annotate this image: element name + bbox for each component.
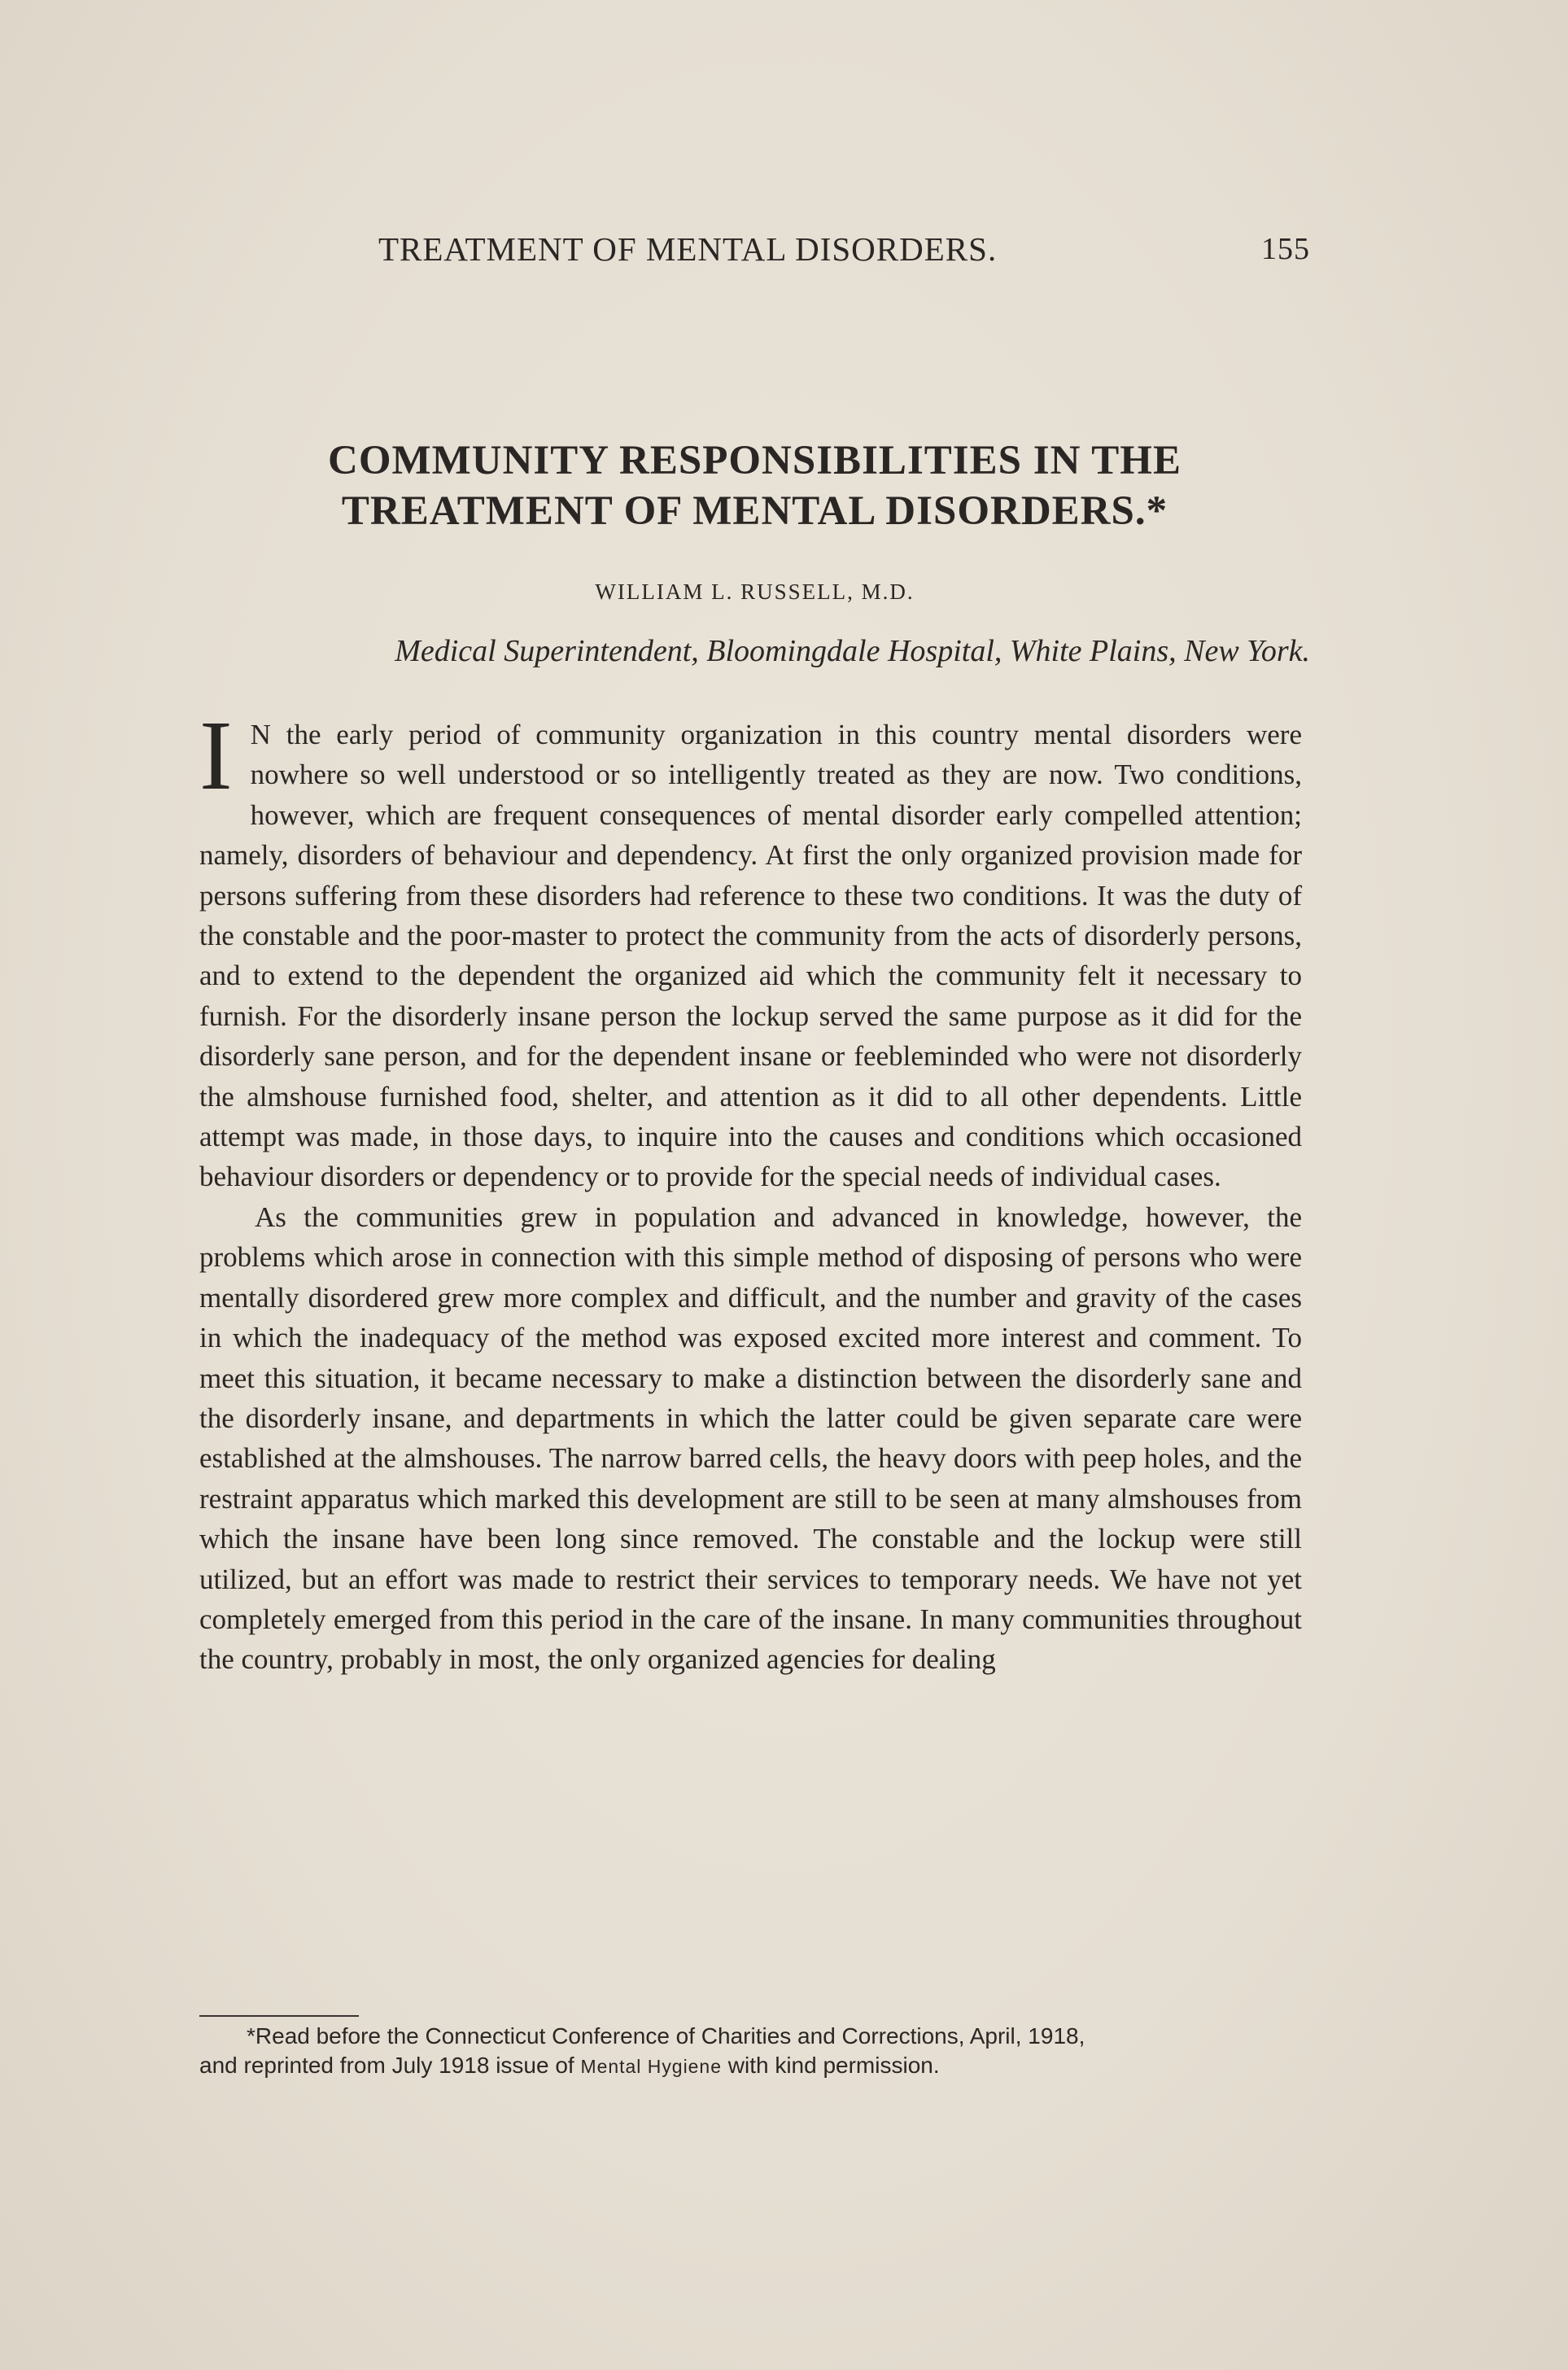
- body-paragraph: [199, 701, 1302, 1197]
- article-title-line1: COMMUNITY RESPONSIBILITIES IN THE: [328, 438, 1181, 483]
- footnote: [199, 2022, 1302, 2081]
- running-head: [199, 230, 1310, 278]
- running-title: TREATMENT OF MENTAL DISORDERS.: [378, 230, 998, 268]
- footnote-line-1: *Read before the Connecticut Conference of Charities and Corrections, April, 1918,: [247, 2023, 1085, 2049]
- author-affiliation: Medical Superintendent, Bloomingdale Hospital, White Plains, New York.: [395, 634, 1310, 668]
- drop-cap: I: [199, 701, 233, 811]
- article-title: [199, 435, 1310, 536]
- body-paragraph: As the communities grew in population and advanced in knowledge, however, the problems which arose in connection with this simple method of disposing of persons who were mentally disordered grew more complex and difficult, and the number and gravity of the cases in which the inadequacy of the method was exposed excited more interest and comment. To meet this situation, it became necessary to make a distinction between the disorderly sane and the disorderly insane, and departments in which the latter could be given separate care were established at the almshouses. The narrow barred cells, the heavy doors with peep holes, and the restraint apparatus which marked this development are still to be seen at many almshouses from which the insane have been long since removed. The constable and the lockup were still utilized, but an effort was made to restrict their services to temporary needs. We have not yet completely emerged from this period in the care of the insane. In many communities throughout the country, probably in most, the only organized agencies for dealing: [199, 1200, 1302, 1676]
- footnote-prefix: and reprinted from July 1918 issue of: [199, 2053, 574, 2078]
- author-name: WILLIAM L. RUSSELL, M.D.: [595, 579, 915, 604]
- footnote-divider: [199, 2015, 359, 2017]
- footnote-suffix: with kind permission.: [727, 2053, 940, 2078]
- article-body: [199, 701, 1302, 1680]
- paragraph-1-text: N the early period of community organization in this country mental disorders were nowhere so well understood or so intelligently treated as they are now. Two conditions, however, which are frequent consequences of mental disorder early compelled attention; namely, disorders of behaviour and dependency. At first the only organized provision made for persons suffering from these disorders had reference to these two conditions. It was the duty of the constable and the poor-master to protect the community from the acts of disorderly persons, and to extend to the dependent the organized aid which the community felt it necessary to furnish. For the disorderly insane person the lockup served the same purpose as it did for the disorderly sane person, and for the dependent insane or feebleminded who were not disorderly the almshouse furnished food, shelter, and attention as it did to all other dependents. Little attempt was made, in those days, to inquire into the causes and conditions which occasioned behaviour disorders or dependency or to provide for the special needs of individual cases.: [199, 719, 1302, 1193]
- article-title-line2: TREATMENT OF MENTAL DISORDERS.*: [341, 488, 1168, 534]
- page-number: 155: [1261, 232, 1310, 266]
- journal-name: Mental Hygiene: [580, 2056, 722, 2077]
- footnote-line-2: [199, 2051, 1302, 2081]
